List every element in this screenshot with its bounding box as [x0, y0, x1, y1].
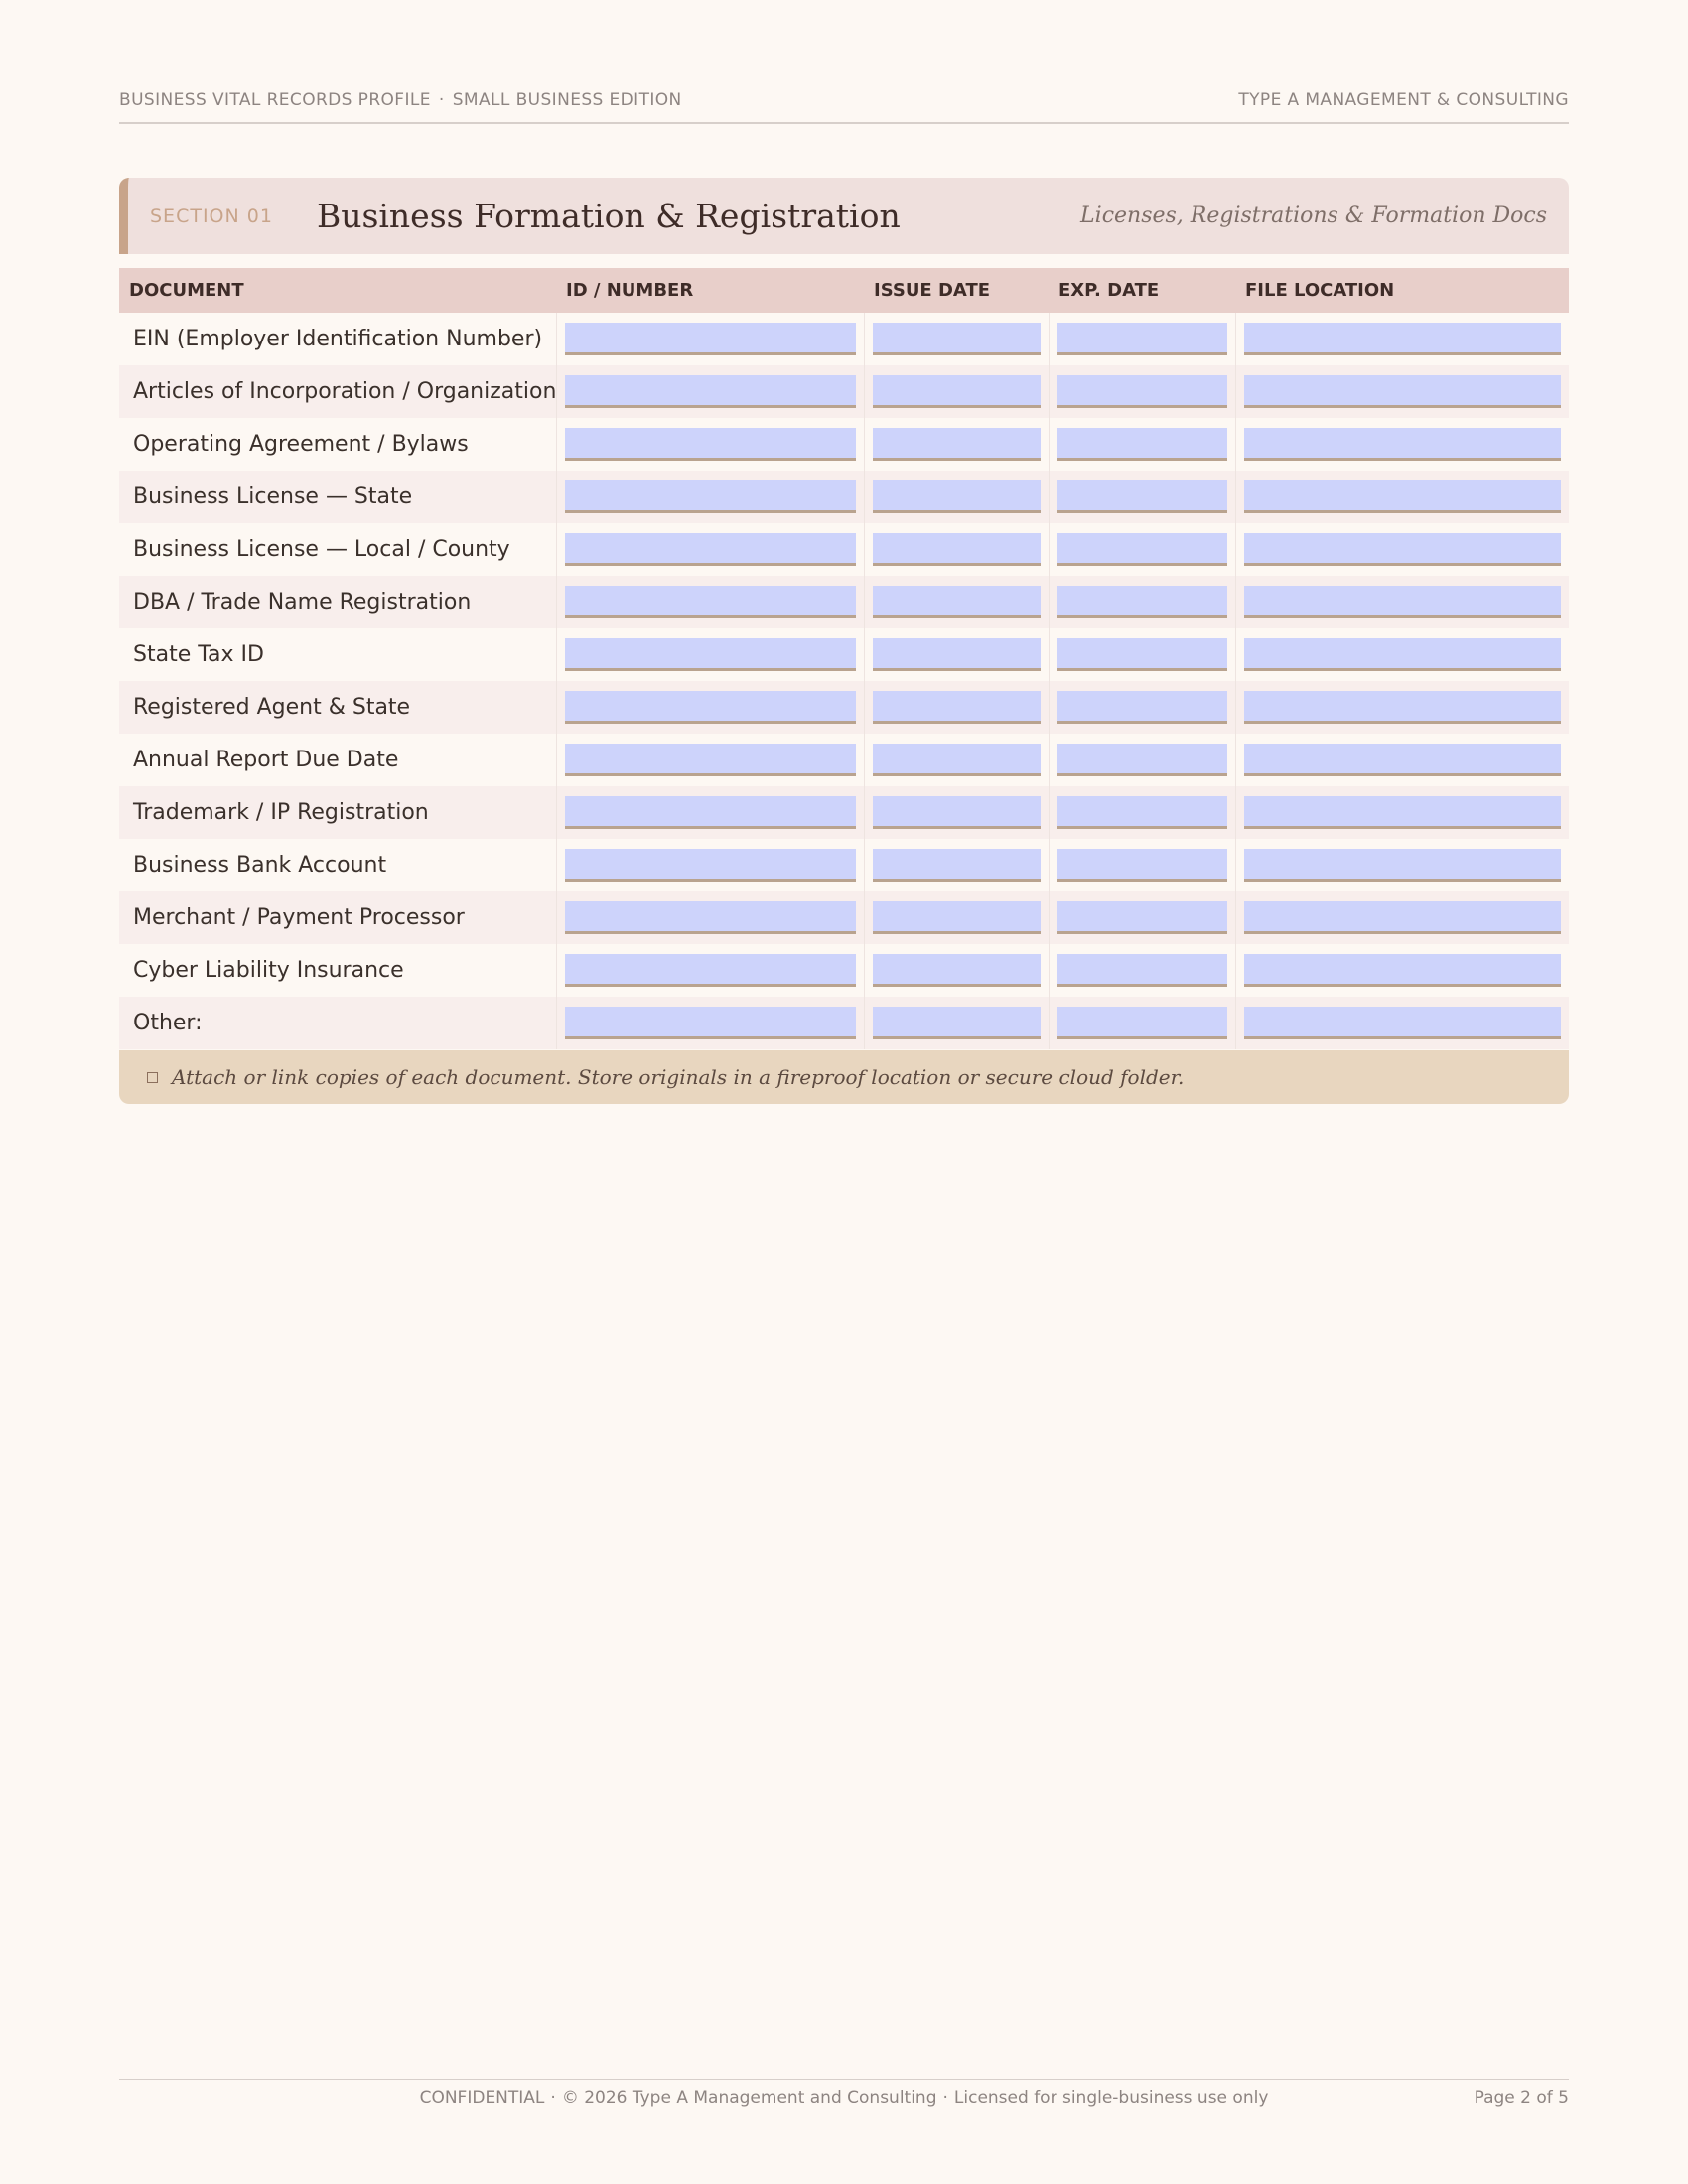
exp-date-field[interactable]	[1057, 533, 1227, 566]
table-row	[119, 628, 1569, 681]
exp-date-cell	[1049, 313, 1235, 365]
note-bar	[119, 1050, 1569, 1104]
table-row	[119, 418, 1569, 471]
column-header-id-number: ID / NUMBER	[556, 268, 864, 313]
page-number: Page 2 of 5	[1474, 2088, 1569, 2108]
exp-date-field[interactable]	[1057, 428, 1227, 461]
confidential-label: CONFIDENTIAL	[419, 2088, 545, 2108]
issue-date-cell	[864, 734, 1049, 786]
section-title: Business Formation & Registration	[316, 197, 901, 235]
header-left	[119, 90, 682, 110]
document-name: Business Bank Account	[119, 839, 556, 891]
id-number-field[interactable]	[565, 586, 856, 618]
file-location-cell	[1235, 418, 1569, 471]
footer-separator: ·	[942, 2088, 948, 2108]
table-row	[119, 944, 1569, 997]
exp-date-field[interactable]	[1057, 375, 1227, 408]
file-location-field[interactable]	[1244, 480, 1562, 513]
issue-date-field[interactable]	[873, 480, 1041, 513]
page-header	[119, 90, 1569, 110]
footer-center	[119, 2088, 1569, 2108]
file-location-cell	[1235, 734, 1569, 786]
column-header-file-location: FILE LOCATION	[1235, 268, 1569, 313]
file-location-cell	[1235, 681, 1569, 734]
issue-date-field[interactable]	[873, 323, 1041, 355]
table-row	[119, 365, 1569, 418]
document-name: Cyber Liability Insurance	[119, 944, 556, 997]
id-number-cell	[556, 471, 864, 523]
id-number-cell	[556, 786, 864, 839]
table-row	[119, 839, 1569, 891]
document-name: Registered Agent & State	[119, 681, 556, 734]
header-divider	[119, 122, 1569, 124]
section-banner	[119, 178, 1569, 254]
issue-date-field[interactable]	[873, 375, 1041, 408]
issue-date-cell	[864, 839, 1049, 891]
exp-date-cell	[1049, 365, 1235, 418]
exp-date-field[interactable]	[1057, 1007, 1227, 1039]
id-number-field[interactable]	[565, 480, 856, 513]
issue-date-cell	[864, 997, 1049, 1049]
issue-date-cell	[864, 786, 1049, 839]
table-row	[119, 471, 1569, 523]
file-location-field[interactable]	[1244, 1007, 1562, 1039]
column-header-exp-date: EXP. DATE	[1049, 268, 1235, 313]
issue-date-field[interactable]	[873, 533, 1041, 566]
issue-date-field[interactable]	[873, 796, 1041, 829]
exp-date-field[interactable]	[1057, 954, 1227, 987]
id-number-cell	[556, 734, 864, 786]
document-name: EIN (Employer Identification Number)	[119, 313, 556, 365]
exp-date-cell	[1049, 523, 1235, 576]
issue-date-cell	[864, 681, 1049, 734]
exp-date-field[interactable]	[1057, 480, 1227, 513]
issue-date-field[interactable]	[873, 901, 1041, 934]
table-row	[119, 576, 1569, 628]
id-number-field[interactable]	[565, 954, 856, 987]
copyright-text: © 2026 Type A Management and Consulting	[561, 2088, 937, 2108]
table-row	[119, 523, 1569, 576]
id-number-cell	[556, 891, 864, 944]
file-location-cell	[1235, 313, 1569, 365]
id-number-field[interactable]	[565, 744, 856, 776]
document-name: State Tax ID	[119, 628, 556, 681]
column-header-issue-date: ISSUE DATE	[864, 268, 1049, 313]
exp-date-cell	[1049, 576, 1235, 628]
issue-date-field[interactable]	[873, 691, 1041, 724]
file-location-field[interactable]	[1244, 533, 1562, 566]
file-location-cell	[1235, 365, 1569, 418]
table-row	[119, 997, 1569, 1049]
file-location-field[interactable]	[1244, 428, 1562, 461]
exp-date-cell	[1049, 418, 1235, 471]
exp-date-cell	[1049, 891, 1235, 944]
exp-date-cell	[1049, 997, 1235, 1049]
id-number-cell	[556, 576, 864, 628]
exp-date-cell	[1049, 944, 1235, 997]
id-number-field[interactable]	[565, 533, 856, 566]
document-name: Annual Report Due Date	[119, 734, 556, 786]
file-location-cell	[1235, 628, 1569, 681]
file-location-cell	[1235, 944, 1569, 997]
issue-date-cell	[864, 418, 1049, 471]
id-number-field[interactable]	[565, 796, 856, 829]
column-header-document: DOCUMENT	[119, 268, 556, 313]
document-name: Other:	[119, 997, 556, 1049]
issue-date-field[interactable]	[873, 954, 1041, 987]
issue-date-field[interactable]	[873, 849, 1041, 882]
document-name: Operating Agreement / Bylaws	[119, 418, 556, 471]
file-location-field[interactable]	[1244, 849, 1562, 882]
document-name: DBA / Trade Name Registration	[119, 576, 556, 628]
id-number-cell	[556, 681, 864, 734]
document-name: Articles of Incorporation / Organization	[119, 365, 556, 418]
issue-date-cell	[864, 523, 1049, 576]
file-location-cell	[1235, 786, 1569, 839]
section-tag: SECTION 01	[150, 205, 273, 227]
documents-table	[119, 268, 1569, 1049]
id-number-cell	[556, 418, 864, 471]
id-number-field[interactable]	[565, 901, 856, 934]
exp-date-field[interactable]	[1057, 323, 1227, 355]
file-location-field[interactable]	[1244, 323, 1562, 355]
id-number-field[interactable]	[565, 849, 856, 882]
file-location-cell	[1235, 997, 1569, 1049]
file-location-field[interactable]	[1244, 901, 1562, 934]
exp-date-cell	[1049, 681, 1235, 734]
id-number-field[interactable]	[565, 323, 856, 355]
issue-date-field[interactable]	[873, 428, 1041, 461]
brand-name: TYPE A MANAGEMENT & CONSULTING	[1238, 90, 1569, 110]
exp-date-cell	[1049, 471, 1235, 523]
table-row	[119, 734, 1569, 786]
issue-date-cell	[864, 891, 1049, 944]
section-subtitle: Licenses, Registrations & Formation Docs	[1080, 204, 1547, 228]
table-row	[119, 786, 1569, 839]
id-number-cell	[556, 313, 864, 365]
issue-date-cell	[864, 471, 1049, 523]
issue-date-cell	[864, 365, 1049, 418]
issue-date-cell	[864, 576, 1049, 628]
id-number-cell	[556, 944, 864, 997]
file-location-field[interactable]	[1244, 796, 1562, 829]
exp-date-cell	[1049, 628, 1235, 681]
exp-date-cell	[1049, 734, 1235, 786]
table-row	[119, 891, 1569, 944]
exp-date-field[interactable]	[1057, 586, 1227, 618]
id-number-cell	[556, 997, 864, 1049]
file-location-cell	[1235, 523, 1569, 576]
id-number-cell	[556, 365, 864, 418]
file-location-cell	[1235, 891, 1569, 944]
footer-separator: ·	[550, 2088, 556, 2108]
id-number-field[interactable]	[565, 428, 856, 461]
id-number-cell	[556, 523, 864, 576]
issue-date-cell	[864, 313, 1049, 365]
exp-date-field[interactable]	[1057, 691, 1227, 724]
note-text: Attach or link copies of each document. Store originals in a fireproof location or secure cloud folder.	[172, 1065, 1185, 1089]
id-number-field[interactable]	[565, 638, 856, 671]
file-location-cell	[1235, 839, 1569, 891]
document-title: BUSINESS VITAL RECORDS PROFILE	[119, 90, 431, 110]
exp-date-cell	[1049, 839, 1235, 891]
table-row	[119, 681, 1569, 734]
file-location-field[interactable]	[1244, 744, 1562, 776]
file-location-field[interactable]	[1244, 954, 1562, 987]
exp-date-field[interactable]	[1057, 744, 1227, 776]
edition-label: SMALL BUSINESS EDITION	[452, 90, 682, 110]
file-location-cell	[1235, 471, 1569, 523]
issue-date-field[interactable]	[873, 744, 1041, 776]
issue-date-cell	[864, 628, 1049, 681]
file-location-field[interactable]	[1244, 691, 1562, 724]
exp-date-cell	[1049, 786, 1235, 839]
checkbox-icon	[147, 1072, 158, 1083]
exp-date-field[interactable]	[1057, 849, 1227, 882]
issue-date-field[interactable]	[873, 586, 1041, 618]
file-location-field[interactable]	[1244, 586, 1562, 618]
license-text: Licensed for single-business use only	[953, 2088, 1269, 2108]
table-row	[119, 313, 1569, 365]
header-separator: ·	[438, 90, 445, 110]
id-number-cell	[556, 839, 864, 891]
id-number-field[interactable]	[565, 1007, 856, 1039]
document-name: Merchant / Payment Processor	[119, 891, 556, 944]
footer-divider	[119, 2079, 1569, 2080]
file-location-cell	[1235, 576, 1569, 628]
issue-date-field[interactable]	[873, 1007, 1041, 1039]
table-header-row	[119, 268, 1569, 313]
id-number-field[interactable]	[565, 691, 856, 724]
exp-date-field[interactable]	[1057, 638, 1227, 671]
file-location-field[interactable]	[1244, 638, 1562, 671]
document-name: Business License — Local / County	[119, 523, 556, 576]
issue-date-cell	[864, 944, 1049, 997]
document-name: Trademark / IP Registration	[119, 786, 556, 839]
document-name: Business License — State	[119, 471, 556, 523]
id-number-cell	[556, 628, 864, 681]
issue-date-field[interactable]	[873, 638, 1041, 671]
file-location-field[interactable]	[1244, 375, 1562, 408]
exp-date-field[interactable]	[1057, 796, 1227, 829]
id-number-field[interactable]	[565, 375, 856, 408]
exp-date-field[interactable]	[1057, 901, 1227, 934]
